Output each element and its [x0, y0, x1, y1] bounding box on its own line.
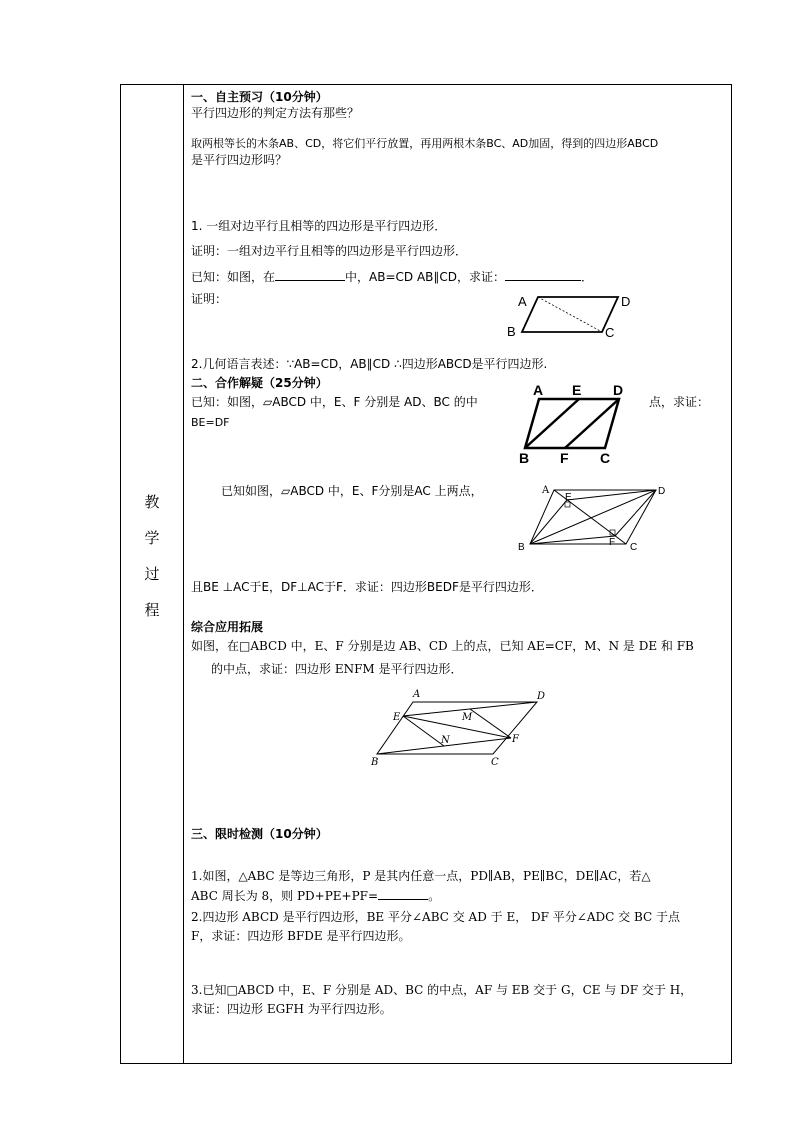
- label-n: N: [441, 735, 450, 746]
- example-1-line2: BE=DF: [191, 416, 230, 429]
- parallelogram-icon: ▱: [263, 395, 273, 409]
- column-divider: [183, 85, 184, 1063]
- given-part-b: 中，AB=CD AB∥CD，求证：: [345, 270, 506, 284]
- ex2-part-a: 已知如图，: [221, 484, 282, 498]
- given-part-a: 已知：如图，在: [191, 270, 276, 284]
- problem-1-line1: 1.如图，△ABC 是等边三角形，P 是其内任意一点，PD∥AB，PE∥BC，DE∥AC，若△: [191, 869, 651, 883]
- label-a: A: [413, 689, 421, 700]
- figure-parallelogram-4: [365, 686, 555, 770]
- problem-3-line2: 求证：四边形 EGFH 为平行四边形。: [191, 1002, 392, 1016]
- section1-title: 一、自主预习（10分钟）: [191, 90, 328, 104]
- diagonal-bd: [530, 490, 656, 544]
- proof-label: 证明：: [191, 292, 228, 306]
- figure-parallelogram-2: [514, 380, 638, 466]
- label-c: C: [630, 542, 638, 553]
- label-f: F: [560, 450, 569, 466]
- label-b: B: [519, 450, 530, 466]
- segment-ed: [567, 490, 656, 500]
- side-char: 学: [144, 529, 160, 547]
- blank-field[interactable]: [378, 887, 428, 900]
- blank-field[interactable]: [275, 268, 345, 281]
- question-2-line1: 取两根等长的木条AB、CD，将它们平行放置，再用两根木条BC、AD加固，得到的四边形ABCD: [191, 137, 659, 150]
- example-2-line1: [221, 483, 483, 499]
- label-a: A: [542, 485, 550, 496]
- blank-field[interactable]: [505, 268, 581, 281]
- theorem-2: 2.几何语言表述：∵AB=CD，AB∥CD ∴四边形ABCD是平行四边形.: [191, 357, 548, 371]
- question-1: 平行四边形的判定方法有那些？: [191, 106, 360, 120]
- problem-3-line1: 3.已知□ABCD 中，E、F 分别是 AD、BC 的中点，AF 与 EB 交于 G，CE 与 DF 交于 H，: [191, 983, 693, 997]
- label-d: D: [537, 691, 546, 702]
- label-f: F: [512, 734, 519, 745]
- parallelogram-icon: ▱: [281, 484, 291, 498]
- side-char: 过: [144, 565, 160, 583]
- label-b: B: [507, 324, 516, 339]
- problem-2-line2: F，求证：四边形 BFDE 是平行四边形。: [191, 929, 411, 943]
- label-d: D: [613, 382, 624, 398]
- label-f: F: [609, 537, 616, 548]
- label-b: B: [371, 757, 379, 768]
- figure-parallelogram-3: [512, 478, 672, 558]
- problem-1-line2: [191, 887, 440, 904]
- segment-bf: [530, 536, 615, 544]
- section2-title: 二、合作解疑（25分钟）: [191, 376, 328, 390]
- example-1-line1: [191, 394, 478, 410]
- p1-part-b: 。: [428, 889, 441, 903]
- section3-title: 综合应用拓展: [191, 620, 264, 634]
- extension-line1: 如图，在□ABCD 中，E、F 分别是边 AB、CD 上的点，已知 AE=CF，M、N 是 DE 和 FB: [191, 639, 694, 653]
- example-2-line2: 且BE ⊥AC于E，DF⊥AC于F．求证：四边形BEDF是平行四边形．: [191, 580, 543, 594]
- ex1-part-a: 已知：如图，: [191, 395, 264, 409]
- figure-parallelogram-1: [504, 290, 636, 340]
- label-e: E: [393, 712, 401, 723]
- label-c: C: [600, 450, 611, 466]
- dashed-diagonal: [538, 297, 602, 332]
- given-part-c: ．: [581, 270, 594, 284]
- given-line: [191, 268, 593, 285]
- ex1-part-b: ABCD 中，E、F 分别是 AD、BC 的中: [272, 395, 478, 409]
- proof-title: 证明：一组对边平行且相等的四边形是平行四边形．: [191, 244, 468, 258]
- question-2-line2: 是平行四边形吗？: [191, 153, 288, 167]
- section4-title: 三、限时检测（10分钟）: [191, 827, 328, 841]
- segment-be: [530, 500, 567, 544]
- label-b: B: [518, 542, 525, 553]
- extension-line2: 的中点，求证：四边形 ENFM 是平行四边形．: [211, 662, 463, 676]
- label-m: M: [462, 712, 473, 723]
- p1-part-a: ABC 周长为 8，则 PD+PE+PF=: [191, 889, 379, 903]
- theorem-1: 1. 一组对边平行且相等的四边形是平行四边形．: [191, 219, 447, 233]
- side-char: 教: [144, 493, 160, 511]
- label-e: E: [565, 492, 572, 503]
- label-a: A: [533, 382, 544, 398]
- side-label: [121, 495, 183, 639]
- label-c: C: [605, 325, 615, 340]
- parallelogram-shape: [377, 702, 537, 754]
- label-e: E: [572, 382, 582, 398]
- label-d: D: [621, 294, 631, 309]
- lesson-table: [120, 84, 732, 1064]
- label-c: C: [491, 757, 499, 768]
- example-1-line1-end: 点，求证：: [649, 395, 710, 409]
- problem-2-line1: 2.四边形 ABCD 是平行四边形，BE 平分∠ABC 交 AD 于 E， DF 平分∠ADC 交 BC 于点: [191, 910, 680, 924]
- ex2-part-b: ABCD 中，E、F分别是AC 上两点，: [290, 484, 483, 498]
- label-a: A: [518, 294, 527, 309]
- segment-df: [615, 490, 656, 536]
- side-char: 程: [144, 601, 160, 619]
- label-d: D: [658, 486, 666, 497]
